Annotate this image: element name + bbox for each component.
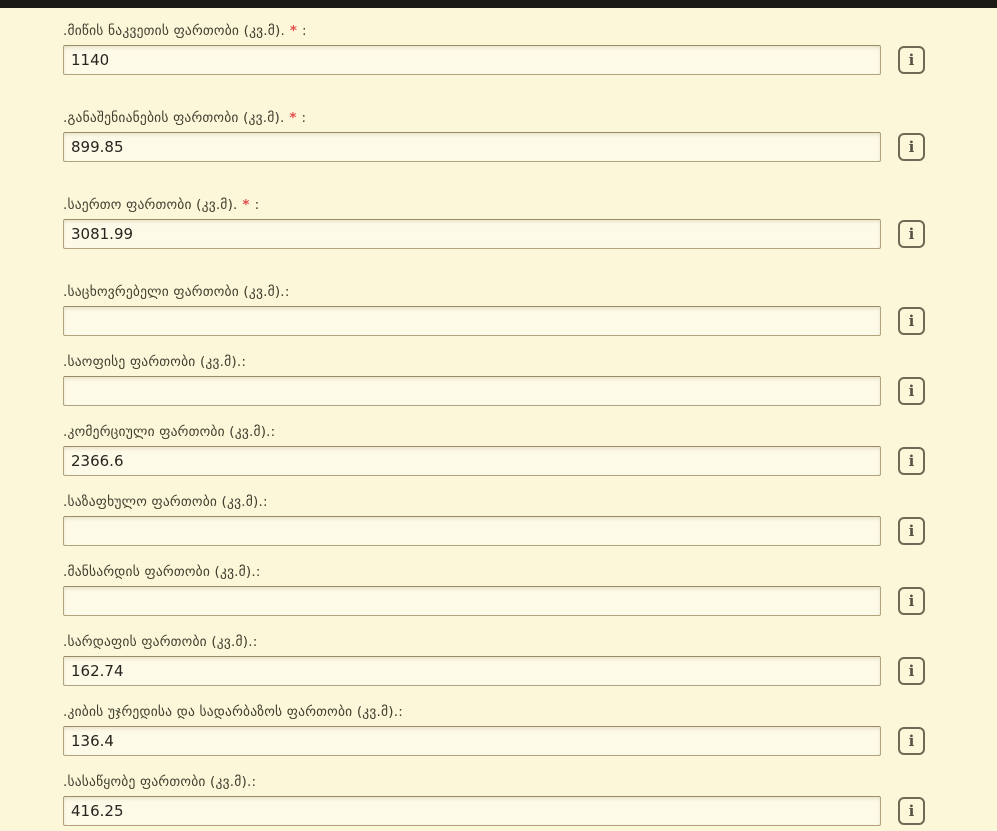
info-button[interactable] bbox=[898, 377, 925, 405]
field-label bbox=[63, 23, 997, 40]
field-input[interactable] bbox=[63, 726, 881, 756]
field-label-colon: : bbox=[284, 284, 290, 300]
field-label-colon: : bbox=[262, 494, 268, 510]
info-icon: i bbox=[908, 50, 915, 69]
form-field-row bbox=[63, 110, 997, 162]
info-button[interactable] bbox=[898, 133, 925, 161]
field-label-text: .სასაწყობე ფართობი (კვ.მ). bbox=[63, 774, 252, 790]
info-button[interactable] bbox=[898, 447, 925, 475]
field-label bbox=[63, 564, 997, 581]
form-field-row bbox=[63, 23, 997, 75]
field-input[interactable] bbox=[63, 586, 881, 616]
required-asterisk-icon: * bbox=[284, 110, 302, 126]
info-button[interactable] bbox=[898, 587, 925, 615]
field-label-colon: : bbox=[255, 564, 261, 580]
form-field-row bbox=[63, 424, 997, 476]
field-input[interactable] bbox=[63, 132, 881, 162]
field-input[interactable] bbox=[63, 219, 881, 249]
field-label bbox=[63, 284, 997, 301]
field-input[interactable] bbox=[63, 306, 881, 336]
info-icon: i bbox=[908, 311, 915, 330]
field-label-text: .საერთო ფართობი (კვ.მ). bbox=[63, 197, 238, 213]
field-label bbox=[63, 704, 997, 721]
info-icon: i bbox=[908, 801, 915, 820]
field-label-colon: : bbox=[241, 354, 247, 370]
info-icon: i bbox=[908, 224, 915, 243]
required-asterisk-icon: * bbox=[237, 197, 255, 213]
field-label bbox=[63, 774, 997, 791]
field-label-colon: : bbox=[302, 23, 307, 39]
info-icon: i bbox=[908, 661, 915, 680]
info-icon: i bbox=[908, 731, 915, 750]
info-button[interactable] bbox=[898, 307, 925, 335]
form-field-row bbox=[63, 634, 997, 686]
field-input-line bbox=[63, 516, 997, 546]
field-input[interactable] bbox=[63, 376, 881, 406]
field-label-text: .განაშენიანების ფართობი (კვ.მ). bbox=[63, 110, 285, 126]
field-label-text: .საცხოვრებელი ფართობი (კვ.მ). bbox=[63, 284, 285, 300]
field-input-line bbox=[63, 306, 997, 336]
field-input[interactable] bbox=[63, 516, 881, 546]
info-button[interactable] bbox=[898, 727, 925, 755]
field-label-colon: : bbox=[252, 634, 258, 650]
form-field-row bbox=[63, 354, 997, 406]
field-label-text: .საზაფხულო ფართობი (კვ.მ). bbox=[63, 494, 263, 510]
form-field-row bbox=[63, 494, 997, 546]
field-label-colon: : bbox=[254, 197, 260, 213]
info-button[interactable] bbox=[898, 657, 925, 685]
form-field-row bbox=[63, 704, 997, 756]
field-input[interactable] bbox=[63, 796, 881, 826]
field-input[interactable] bbox=[63, 656, 881, 686]
top-bar bbox=[0, 0, 997, 8]
field-label bbox=[63, 634, 997, 651]
field-label-text: .სარდაფის ფართობი (კვ.მ). bbox=[63, 634, 253, 650]
field-label-text: .მიწის ნაკვეთის ფართობი (კვ.მ). bbox=[63, 23, 285, 39]
field-label-colon: : bbox=[301, 110, 307, 126]
field-input-line bbox=[63, 132, 997, 162]
field-label-colon: : bbox=[251, 774, 257, 790]
field-label bbox=[63, 197, 997, 214]
info-icon: i bbox=[908, 521, 915, 540]
required-asterisk-icon: * bbox=[284, 23, 303, 39]
form-field-row bbox=[63, 197, 997, 249]
field-label bbox=[63, 424, 997, 441]
field-input-line bbox=[63, 726, 997, 756]
field-label-colon: : bbox=[270, 424, 276, 440]
field-label-text: .მანსარდის ფართობი (კვ.მ). bbox=[63, 564, 256, 580]
field-input[interactable] bbox=[63, 45, 881, 75]
info-icon: i bbox=[908, 381, 915, 400]
info-icon: i bbox=[908, 451, 915, 470]
field-input-line bbox=[63, 656, 997, 686]
field-input-line bbox=[63, 796, 997, 826]
info-icon: i bbox=[908, 591, 915, 610]
field-label-text: .კომერციული ფართობი (კვ.მ). bbox=[63, 424, 271, 440]
field-label bbox=[63, 494, 997, 511]
form-field-row bbox=[63, 564, 997, 616]
field-label bbox=[63, 110, 997, 127]
info-button[interactable] bbox=[898, 517, 925, 545]
field-label-text: .კიბის უჯრედისა და სადარბაზოს ფართობი (კვ.მ). bbox=[63, 704, 399, 720]
field-input-line bbox=[63, 45, 997, 75]
info-button[interactable] bbox=[898, 46, 925, 74]
field-label bbox=[63, 354, 997, 371]
form-field-row bbox=[63, 774, 997, 826]
area-form bbox=[0, 8, 997, 826]
info-button[interactable] bbox=[898, 220, 925, 248]
field-label-text: .საოფისე ფართობი (კვ.მ). bbox=[63, 354, 242, 370]
info-button[interactable] bbox=[898, 797, 925, 825]
field-input-line bbox=[63, 446, 997, 476]
field-label-colon: : bbox=[398, 704, 403, 720]
form-field-row bbox=[63, 284, 997, 336]
field-input-line bbox=[63, 376, 997, 406]
field-input[interactable] bbox=[63, 446, 881, 476]
info-icon: i bbox=[908, 137, 915, 156]
field-input-line bbox=[63, 586, 997, 616]
field-input-line bbox=[63, 219, 997, 249]
